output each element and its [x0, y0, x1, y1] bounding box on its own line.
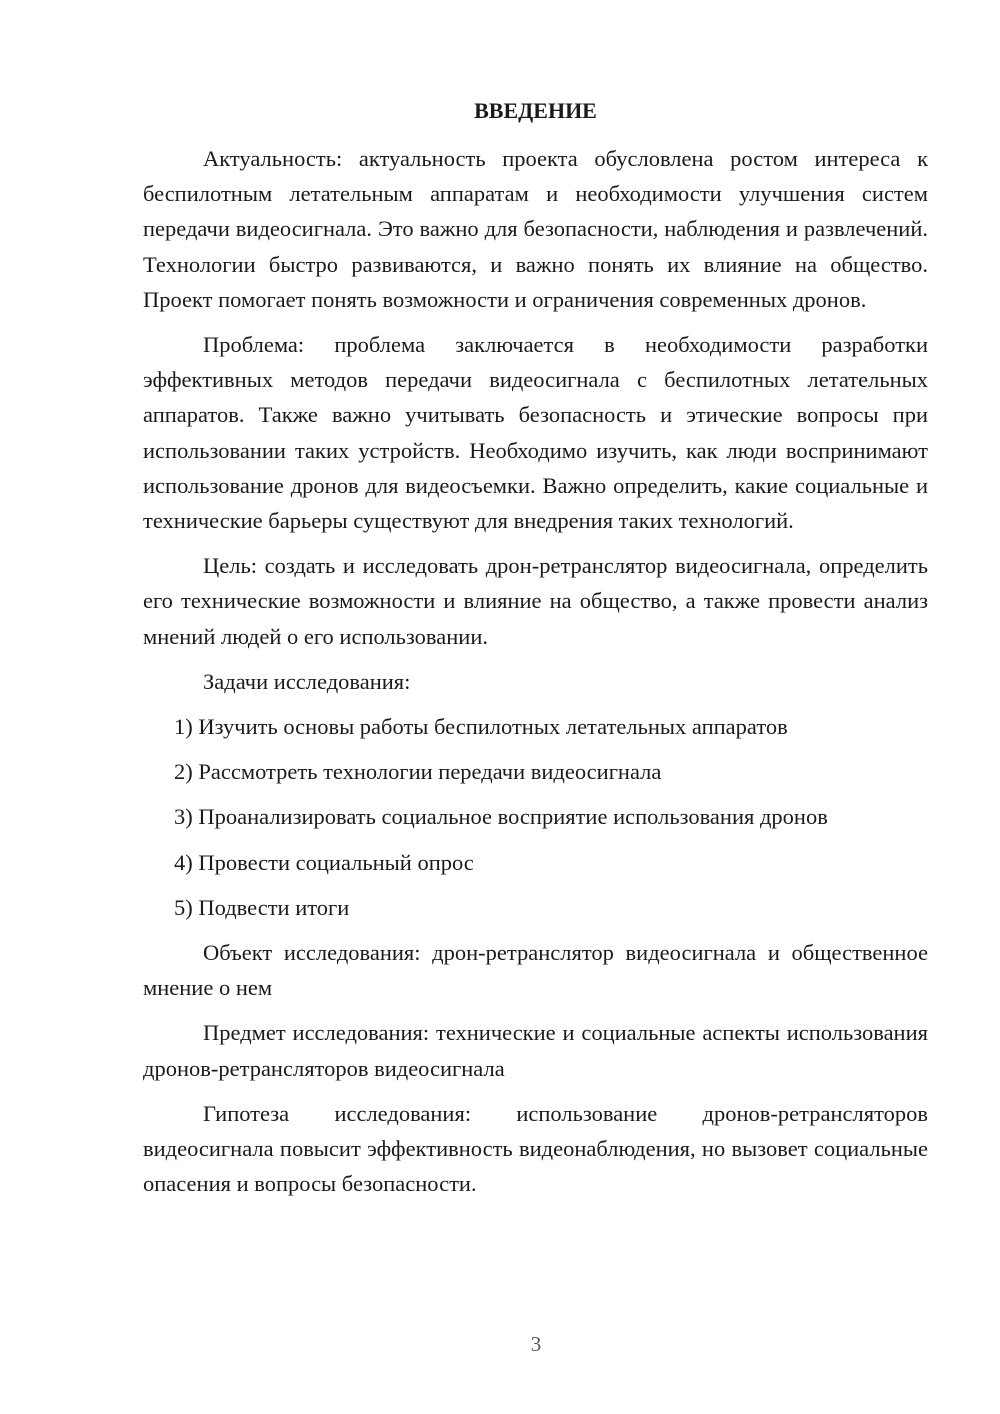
paragraph-problem: Проблема: проблема заключается в необходимости разработки эффективных методов передачи видеосигнала с беспилотных летательных аппаратов. Также важно учитывать безопасность и этические вопросы при использовании таких устройств. Необходимо изучить, как люди воспринимают использование дронов для видеосъемки. Важно определить, какие социальные и технические барьеры существуют для внедрения таких технологий.	[143, 332, 928, 534]
task-item-1: 1) Изучить основы работы беспилотных летательных аппаратов	[174, 714, 788, 740]
document-body	[143, 141, 928, 1211]
paragraph-hypothesis: Гипотеза исследования: использование дронов-ретрансляторов видеосигнала повысит эффективность видеонаблюдения, но вызовет социальные опасения и вопросы безопасности.	[143, 1100, 928, 1197]
tasks-heading: Задачи исследования:	[203, 668, 411, 694]
task-item-2: 2) Рассмотреть технологии передачи видеосигнала	[174, 759, 662, 785]
page-number: 3	[530, 1332, 542, 1356]
task-item-5: 5) Подвести итоги	[174, 894, 350, 920]
paragraph-subject: Предмет исследования: технические и социальные аспекты использования дронов-ретрансляторов видеосигнала	[143, 1020, 928, 1081]
task-item-4: 4) Провести социальный опрос	[174, 849, 474, 875]
page-title: ВВЕДЕНИЕ	[474, 98, 597, 123]
task-item-3: 3) Проанализировать социальное восприятие использования дронов	[174, 804, 828, 830]
paragraph-goal: Цель: создать и исследовать дрон-ретранслятор видеосигнала, определить его технические возможности и влияние на общество, а также провести анализ мнений людей о его использовании.	[143, 553, 928, 649]
paragraph-object: Объект исследования: дрон-ретранслятор видеосигнала и общественное мнение о нем	[143, 940, 928, 1001]
paragraph-relevance: Актуальность: актуальность проекта обусловлена ростом интереса к беспилотным летательным аппаратам и необходимости улучшения систем передачи видеосигнала. Это важно для безопасности, наблюдения и развлечений. Технологии быстро развиваются, и важно понять их влияние на общество. Проект помогает понять возможности и ограничения современных дронов.	[143, 146, 928, 312]
